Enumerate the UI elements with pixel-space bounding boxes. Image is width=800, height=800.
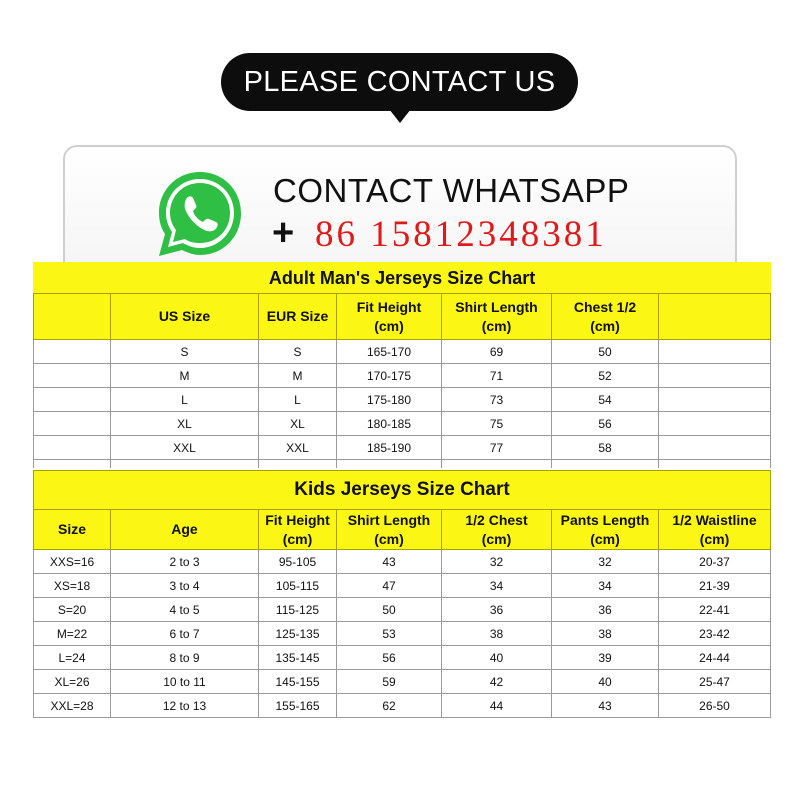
adult-table-cell: 77	[442, 436, 552, 460]
adult-header-cell: Chest 1/2 (cm)	[552, 294, 659, 340]
adult-table-cell: 165-170	[337, 340, 442, 364]
phone-plus-sign: +	[272, 212, 295, 254]
kids-table-cell: 135-145	[259, 646, 337, 670]
kids-table-cell: 40	[442, 646, 552, 670]
adult-table-cell	[659, 388, 771, 412]
kids-table-row	[34, 550, 771, 574]
kids-table-cell: 22-41	[659, 598, 771, 622]
adult-table-cell: XXL	[111, 436, 259, 460]
kids-table-cell: 125-135	[259, 622, 337, 646]
adult-table-cell: M	[259, 364, 337, 388]
kids-table-cell: 20-37	[659, 550, 771, 574]
adult-table-cell: 180-185	[337, 412, 442, 436]
kids-table-cell: 36	[442, 598, 552, 622]
kids-table-cell: 32	[552, 550, 659, 574]
adult-table-cell: S	[111, 340, 259, 364]
kids-table-cell: 95-105	[259, 550, 337, 574]
kids-table-cell: 43	[552, 694, 659, 718]
kids-table-cell: 56	[337, 646, 442, 670]
adult-table-cell: 75	[442, 412, 552, 436]
kids-table-cell: 6 to 7	[111, 622, 259, 646]
adult-table-cell: L	[111, 388, 259, 412]
adult-table-cell	[34, 340, 111, 364]
adult-table-cell: 185-190	[337, 436, 442, 460]
kids-table-cell: L=24	[34, 646, 111, 670]
kids-table-cell: XS=18	[34, 574, 111, 598]
kids-table-cell: 12 to 13	[111, 694, 259, 718]
kids-table-cell: 10 to 11	[111, 670, 259, 694]
whatsapp-icon	[152, 166, 248, 262]
kids-table-row	[34, 622, 771, 646]
adult-table-cell: XL	[111, 412, 259, 436]
adult-table-cell: 175-180	[337, 388, 442, 412]
kids-table-cell: 2 to 3	[111, 550, 259, 574]
kids-table-cell: 21-39	[659, 574, 771, 598]
adult-table-cell: 73	[442, 388, 552, 412]
adult-table-cell: 69	[442, 340, 552, 364]
adult-header-cell: Fit Height (cm)	[337, 294, 442, 340]
kids-table-cell: XXS=16	[34, 550, 111, 574]
kids-table-cell: 24-44	[659, 646, 771, 670]
kids-table-cell: 39	[552, 646, 659, 670]
kids-table-cell: 40	[552, 670, 659, 694]
kids-header-cell: Pants Length (cm)	[552, 510, 659, 550]
kids-table-cell: 105-115	[259, 574, 337, 598]
adult-table-cell	[34, 364, 111, 388]
adult-table-cell	[659, 364, 771, 388]
adult-table-cell	[34, 436, 111, 460]
contact-banner-label: PLEASE CONTACT US	[243, 65, 556, 98]
kids-header-cell: Size	[34, 510, 111, 550]
kids-table-cell: 62	[337, 694, 442, 718]
kids-table-cell: 47	[337, 574, 442, 598]
kids-table-cell: 44	[442, 694, 552, 718]
kids-header-cell: Fit Height (cm)	[259, 510, 337, 550]
kids-table-cell: 23-42	[659, 622, 771, 646]
adult-table-cell	[659, 340, 771, 364]
kids-table-cell: 115-125	[259, 598, 337, 622]
kids-table-cell: 8 to 9	[111, 646, 259, 670]
adult-header-cell	[659, 294, 771, 340]
kids-table-cell: 34	[442, 574, 552, 598]
adult-header-cell: US Size	[111, 294, 259, 340]
kids-table-cell: 3 to 4	[111, 574, 259, 598]
kids-table-row	[34, 598, 771, 622]
adult-table-cell: XXL	[259, 436, 337, 460]
contact-banner	[221, 53, 578, 111]
adult-table-cell	[34, 412, 111, 436]
adult-chart-title: Adult Man's Jerseys Size Chart	[34, 263, 771, 294]
adult-table-row	[34, 364, 771, 388]
kids-header-cell: 1/2 Chest (cm)	[442, 510, 552, 550]
adult-table-cell	[659, 412, 771, 436]
kids-header-cell: Age	[111, 510, 259, 550]
kids-table-cell: XL=26	[34, 670, 111, 694]
adult-table-cell: 54	[552, 388, 659, 412]
whatsapp-label: CONTACT WHATSAPP	[273, 172, 630, 209]
kids-table-cell: 32	[442, 550, 552, 574]
kids-table-cell: 4 to 5	[111, 598, 259, 622]
adult-table-cell: 58	[552, 436, 659, 460]
adult-table-cell: M	[111, 364, 259, 388]
kids-header-cell: Shirt Length (cm)	[337, 510, 442, 550]
adult-table-cell: 52	[552, 364, 659, 388]
adult-table-cell: 170-175	[337, 364, 442, 388]
kids-table-cell: 50	[337, 598, 442, 622]
adult-table-cell: XL	[259, 412, 337, 436]
adult-table-cell: S	[259, 340, 337, 364]
kids-size-chart	[33, 470, 771, 718]
kids-table-cell: S=20	[34, 598, 111, 622]
kids-table-row	[34, 694, 771, 718]
adult-table-cell: 50	[552, 340, 659, 364]
adult-table-row	[34, 388, 771, 412]
adult-header-cell	[34, 294, 111, 340]
adult-table-cell: 56	[552, 412, 659, 436]
kids-table-row	[34, 646, 771, 670]
kids-table-cell: 34	[552, 574, 659, 598]
kids-table-row	[34, 574, 771, 598]
adult-table-cell	[34, 388, 111, 412]
adult-table-row	[34, 412, 771, 436]
whatsapp-number: 86 15812348381	[315, 214, 607, 255]
adult-header-cell: EUR Size	[259, 294, 337, 340]
kids-table-cell: 59	[337, 670, 442, 694]
kids-table-cell: 53	[337, 622, 442, 646]
adult-table-row	[34, 340, 771, 364]
kids-table-cell: 26-50	[659, 694, 771, 718]
kids-table-cell: M=22	[34, 622, 111, 646]
kids-table-cell: 38	[442, 622, 552, 646]
kids-table-cell: 145-155	[259, 670, 337, 694]
adult-size-chart	[33, 262, 771, 468]
kids-table-cell: 36	[552, 598, 659, 622]
kids-table-cell: 43	[337, 550, 442, 574]
kids-header-cell: 1/2 Waistline (cm)	[659, 510, 771, 550]
kids-table-cell: 38	[552, 622, 659, 646]
adult-table-row	[34, 436, 771, 460]
kids-table-cell: 42	[442, 670, 552, 694]
kids-table-cell: 155-165	[259, 694, 337, 718]
kids-table-row	[34, 670, 771, 694]
kids-table-cell: XXL=28	[34, 694, 111, 718]
adult-table-cell: L	[259, 388, 337, 412]
adult-header-cell: Shirt Length (cm)	[442, 294, 552, 340]
adult-table-cell	[659, 436, 771, 460]
banner-pointer	[389, 109, 411, 123]
adult-table-cell: 71	[442, 364, 552, 388]
kids-table-cell: 25-47	[659, 670, 771, 694]
kids-chart-title: Kids Jerseys Size Chart	[34, 471, 771, 510]
